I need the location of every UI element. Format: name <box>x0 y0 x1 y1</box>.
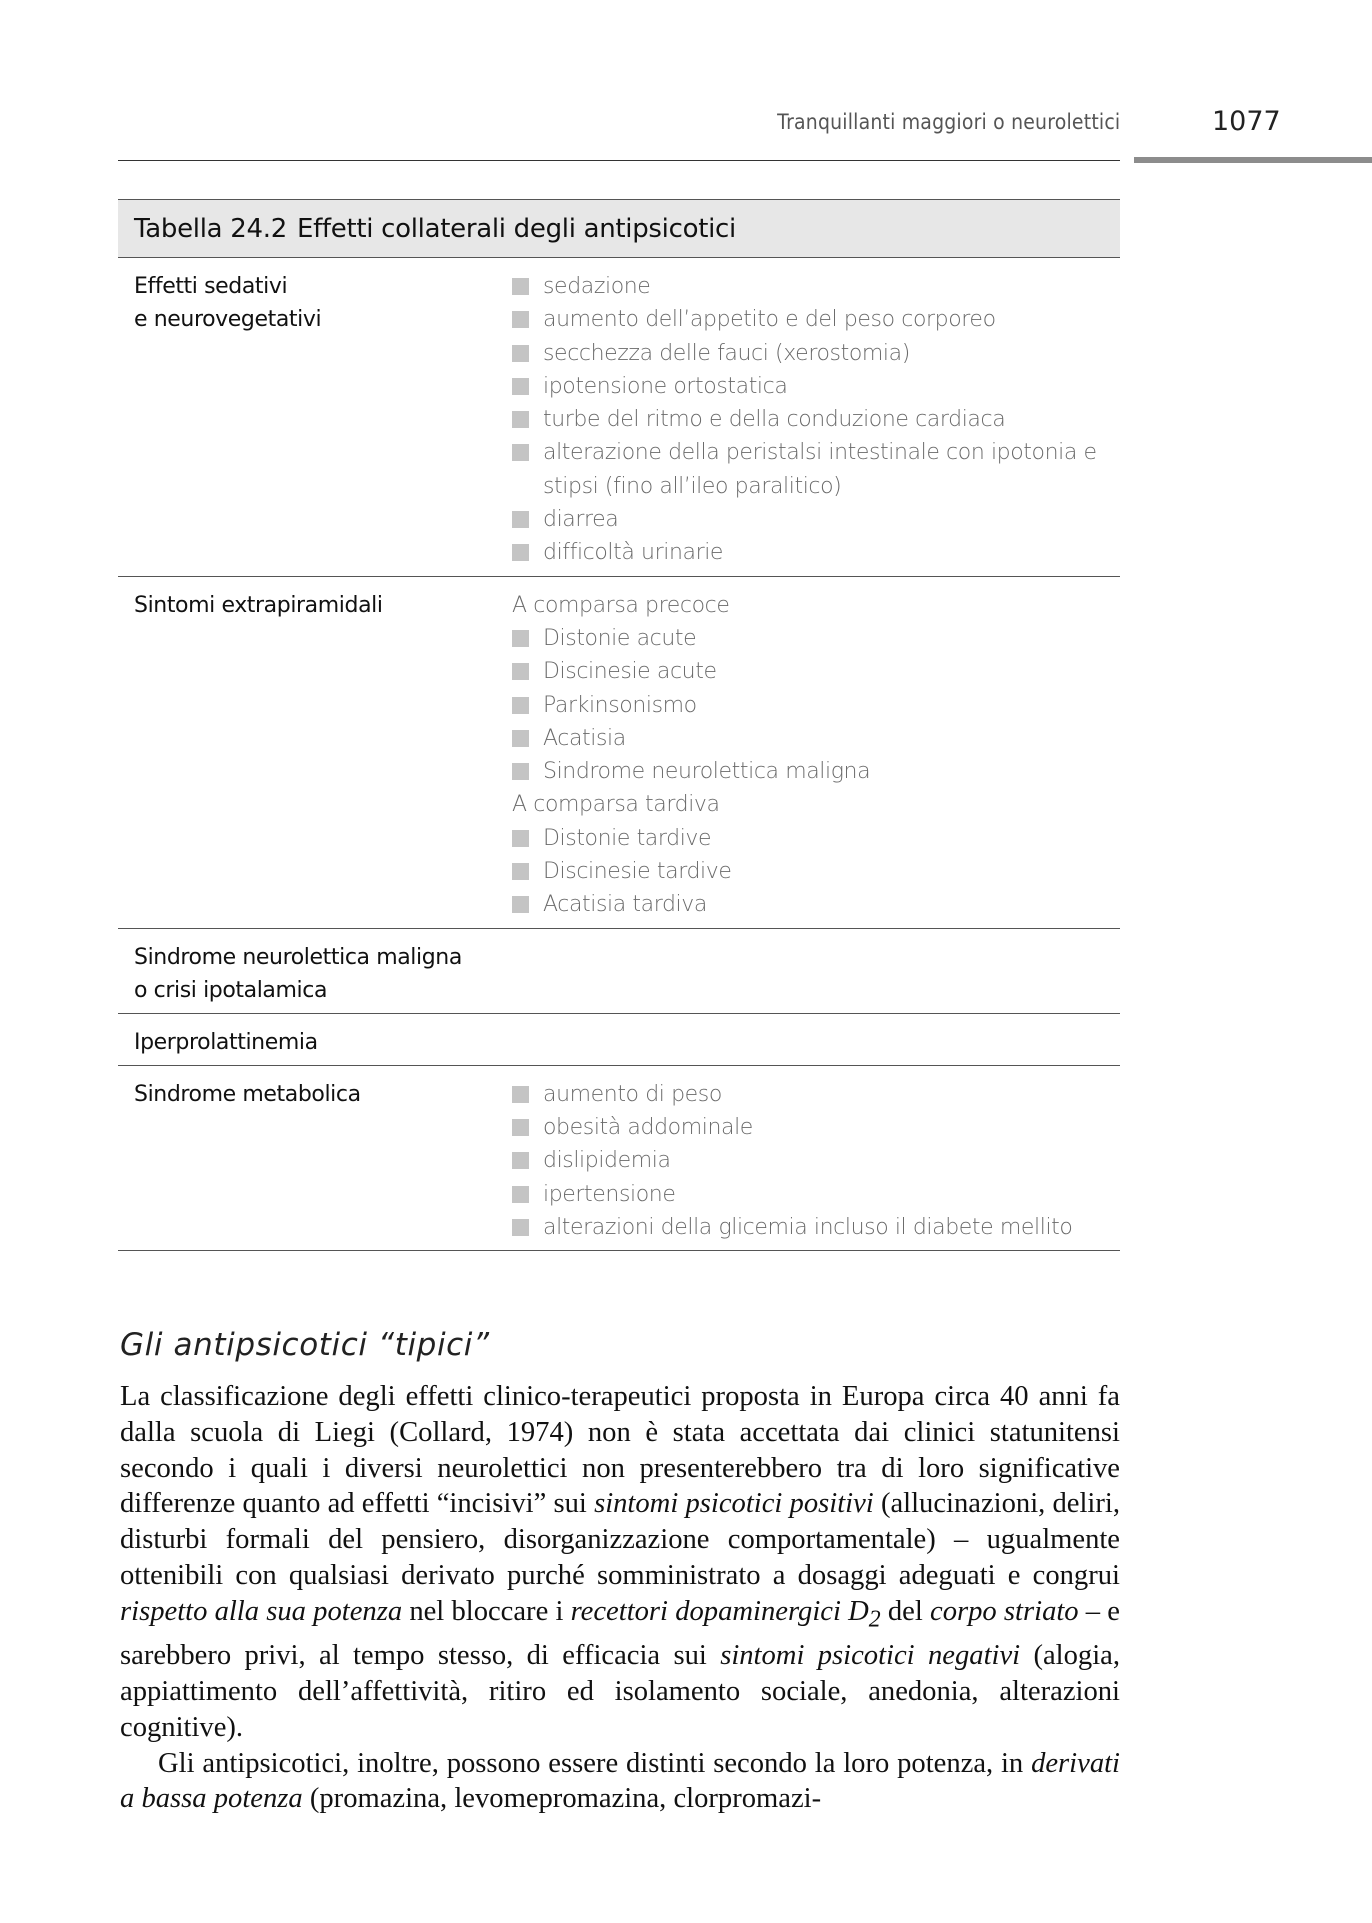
square-bullet-icon <box>512 1219 529 1236</box>
list-item <box>512 303 1120 336</box>
square-bullet-icon <box>512 763 529 780</box>
list-item <box>512 855 1120 888</box>
square-bullet-icon <box>512 1186 529 1203</box>
square-bullet-icon <box>512 378 529 395</box>
list-item <box>512 1178 1120 1211</box>
table-row <box>118 929 1120 1014</box>
category-line: e neurovegetativi <box>134 307 322 332</box>
list-item <box>512 655 1120 688</box>
row-category <box>118 1078 512 1244</box>
list-item <box>512 536 1120 569</box>
item-subheading: A comparsa precoce <box>512 592 730 618</box>
header-rule <box>118 160 1120 161</box>
square-bullet-icon <box>512 697 529 714</box>
text-run: (allucinazioni, deliri, disturbi formali del pensiero, disorganizzazione comportamentale) – ugualmente ottenibili con qualsiasi derivato purché somministrato a dosaggi adeguati e congrui <box>120 1488 1120 1591</box>
square-bullet-icon <box>512 863 529 880</box>
list-item <box>512 1111 1120 1144</box>
page-number: 1077 <box>1212 106 1281 137</box>
row-category <box>118 270 512 570</box>
item-text: aumento di peso <box>543 1081 722 1107</box>
square-bullet-icon <box>512 663 529 680</box>
square-bullet-icon <box>512 1119 529 1136</box>
table-row <box>118 258 1120 577</box>
list-item <box>512 888 1120 921</box>
category-line: Sindrome neurolettica maligna <box>134 944 462 970</box>
square-bullet-icon <box>512 1086 529 1103</box>
item-text: diarrea <box>543 507 619 533</box>
subscript-text: 2 <box>868 1606 881 1633</box>
list-item <box>512 370 1120 403</box>
running-title: Tranquillanti maggiori o neurolettici <box>776 110 1120 134</box>
square-bullet-icon <box>512 278 529 295</box>
square-bullet-icon <box>512 411 529 428</box>
item-text: Parkinsonismo <box>543 692 697 718</box>
row-items <box>512 589 1120 922</box>
list-item <box>512 822 1120 855</box>
emphasis-text: derivati a bassa potenza <box>120 1747 1120 1815</box>
item-text: difficoltà urinarie <box>543 540 724 566</box>
item-text: Distonie tardive <box>543 825 712 851</box>
item-text: dislipidemia <box>543 1148 671 1174</box>
text-run: (promazina, levomepromazina, clorpromazi- <box>302 1783 822 1815</box>
category-line: Sindrome metabolica <box>134 1081 361 1107</box>
text-run: nel bloccare i <box>402 1595 571 1627</box>
square-bullet-icon <box>512 345 529 362</box>
item-text: Sindrome neurolettica maligna <box>543 759 871 785</box>
text-run: del <box>880 1595 931 1627</box>
item-text: Acatisia <box>543 725 626 751</box>
item-text: sedazione <box>543 274 651 299</box>
text-run: (alogia, appiattimento dell’affettività, ritiro ed isolamento sociale, anedonia, alterazioni cognitive). <box>120 1640 1120 1743</box>
list-item <box>512 1211 1120 1244</box>
table-row <box>118 1014 1120 1066</box>
list-item <box>512 689 1120 722</box>
emphasis-text: sintomi psicotici negativi <box>720 1640 1021 1672</box>
list-item <box>512 270 1120 303</box>
header-tab-marker <box>1134 157 1372 163</box>
emphasis-text: sintomi psicotici positivi <box>594 1488 874 1520</box>
body-text <box>120 1379 1120 1817</box>
table-caption-title: Effetti collaterali degli antipsicotici <box>296 213 736 244</box>
text-run: La classificazione degli effetti clinico-terapeutici proposta in Europa circa 40 anni fa dalla scuola di Liegi (Collard, 1974) non è stata accettata dai clinici statunitensi secondo i quali i diversi neurolettici non presenterebbero tra di loro significative differenze quanto ad effetti “incisivi” sui <box>120 1381 1120 1520</box>
row-items <box>512 1078 1120 1244</box>
item-subheading: A comparsa tardiva <box>512 792 720 818</box>
item-text: turbe del ritmo e della conduzione cardiaca <box>543 407 1006 433</box>
row-items <box>512 941 1120 1007</box>
list-item <box>512 722 1120 755</box>
list-item <box>512 1078 1120 1111</box>
row-category <box>118 1026 512 1059</box>
table-caption-number: Tabella 24.2 <box>134 213 287 244</box>
list-item <box>512 503 1120 536</box>
category-line: Iperprolattinemia <box>134 1029 318 1055</box>
item-text: ipertensione <box>543 1181 676 1207</box>
body-paragraph <box>120 1746 1120 1818</box>
category-line: o crisi ipotalamica <box>134 977 328 1003</box>
running-header <box>0 0 1372 170</box>
item-text: Acatisia tardiva <box>543 892 707 918</box>
square-bullet-icon <box>512 896 529 913</box>
row-items <box>512 270 1120 570</box>
list-item <box>512 436 1120 503</box>
category-line: Sintomi extrapiramidali <box>134 592 383 618</box>
list-item <box>512 403 1120 436</box>
item-text: ipotensione ortostatica <box>543 373 788 399</box>
item-text: alterazione della peristalsi intestinale con ipotonia e stipsi (fino all’ileo paralitico) <box>543 440 1097 499</box>
item-text: obesità addominale <box>543 1114 753 1140</box>
square-bullet-icon <box>512 311 529 328</box>
row-category <box>118 941 512 1007</box>
list-item <box>512 622 1120 655</box>
square-bullet-icon <box>512 830 529 847</box>
table-row <box>118 1066 1120 1251</box>
square-bullet-icon <box>512 730 529 747</box>
text-run: – e sarebbero privi, al tempo stesso, di efficacia sui <box>120 1595 1120 1672</box>
text-run: Gli antipsicotici, inoltre, possono essere distinti secondo la loro potenza, in <box>158 1747 1032 1779</box>
square-bullet-icon <box>512 544 529 561</box>
row-category <box>118 589 512 922</box>
section-heading: Gli antipsicotici “tipici” <box>120 1327 490 1363</box>
item-text: Distonie acute <box>543 625 697 651</box>
square-bullet-icon <box>512 1152 529 1169</box>
table-body <box>118 258 1120 1251</box>
side-effects-table <box>118 199 1120 1251</box>
emphasis-text: rispetto alla sua potenza <box>120 1595 403 1627</box>
category-line: Effetti sedativi <box>134 274 288 299</box>
item-text: secchezza delle fauci (xerostomia) <box>543 340 910 366</box>
row-items <box>512 1026 1120 1059</box>
square-bullet-icon <box>512 511 529 528</box>
item-text: aumento dell’appetito e del peso corporeo <box>543 307 996 333</box>
emphasis-text: corpo striato <box>930 1595 1079 1627</box>
item-text: alterazioni della glicemia incluso il diabete mellito <box>543 1214 1073 1240</box>
item-text: Discinesie tardive <box>543 859 732 885</box>
square-bullet-icon <box>512 444 529 461</box>
list-item <box>512 1144 1120 1177</box>
table-row <box>118 577 1120 929</box>
square-bullet-icon <box>512 630 529 647</box>
item-text: Discinesie acute <box>543 659 717 685</box>
emphasis-text: recettori dopaminergici D <box>570 1595 869 1627</box>
table-caption <box>118 199 1120 258</box>
list-item <box>512 755 1120 788</box>
body-paragraph <box>120 1379 1120 1746</box>
list-item <box>512 337 1120 370</box>
